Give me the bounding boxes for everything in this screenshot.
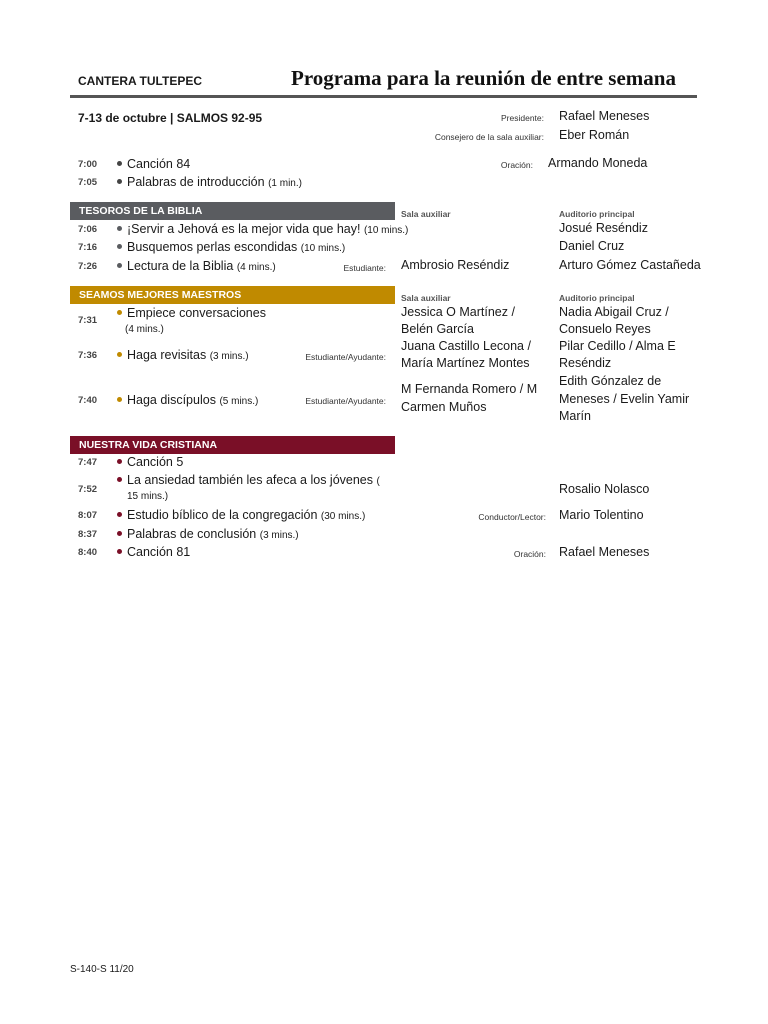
bullet-icon: [117, 161, 122, 166]
ministry-item-3-duration: (5 mins.): [219, 396, 259, 407]
week-heading: 7-13 de octubre | SALMOS 92-95: [78, 111, 263, 125]
bullet-icon: [117, 226, 122, 231]
ministry-item-2-aux-line2: María Martínez Montes: [401, 356, 530, 370]
treasures-item-2-text: Busquemos perlas escondidas: [127, 240, 298, 254]
ministry-item-2-text: Haga revisitas: [127, 348, 207, 362]
ministry-item-2-aux-line1: Juana Castillo Lecona /: [401, 339, 531, 353]
congregation-name: CANTERA TULTEPEC: [78, 74, 202, 88]
page-title: Programa para la reunión de entre semana: [291, 66, 676, 90]
opening-time-1: 7:00: [78, 159, 98, 170]
treasures-item-1-main: Josué Reséndiz: [559, 221, 648, 235]
living-time-5: 8:40: [78, 547, 98, 558]
treasures-item-1-text: ¡Servir a Jehová es la mejor vida que hay!: [127, 222, 361, 236]
living-item-2: [117, 473, 380, 487]
section-treasures-heading: TESOROS DE LA BIBLIA: [70, 202, 395, 220]
ministry-item-3-aux-line2: Carmen Muños: [401, 400, 487, 414]
ministry-item-3-role: Estudiante/Ayudante:: [305, 396, 386, 406]
opening-item-1-text: Canción 84: [127, 157, 191, 171]
president-name: Rafael Meneses: [559, 109, 650, 123]
ministry-time-3: 7:40: [78, 395, 98, 406]
treasures-item-2: [117, 240, 345, 254]
treasures-item-3: [117, 259, 276, 273]
living-item-3-main: Mario Tolentino: [559, 508, 644, 522]
living-item-3: [117, 508, 365, 522]
living-item-1-text: Canción 5: [127, 455, 184, 469]
ministry-item-2-main-line2: Reséndiz: [559, 356, 612, 370]
opening-item-2-text: Palabras de introducción: [127, 175, 265, 189]
bullet-icon: [117, 179, 122, 184]
form-code: S-140-S 11/20: [70, 964, 134, 975]
header-divider: [70, 95, 697, 98]
closing-prayer-label: Oración:: [513, 549, 546, 559]
living-item-4-duration: (3 mins.): [259, 530, 299, 541]
ministry-item-3-main-line1: Edith Gónzalez de: [559, 374, 662, 388]
living-item-2-text: La ansiedad también les afeca a los jóvenes: [127, 473, 373, 487]
living-item-2-duration-open: (: [376, 476, 380, 487]
ministry-item-1: [117, 306, 266, 320]
opening-item-2-duration: (1 min.): [268, 178, 302, 189]
bullet-icon: [117, 512, 122, 517]
treasures-item-3-text: Lectura de la Biblia: [127, 259, 234, 273]
living-item-3-text: Estudio bíblico de la congregación: [127, 508, 318, 522]
opening-prayer-label: Oración:: [500, 160, 533, 170]
treasures-time-2: 7:16: [78, 242, 98, 253]
bullet-icon: [117, 549, 122, 554]
living-item-4-text: Palabras de conclusión: [127, 527, 257, 541]
treasures-time-3: 7:26: [78, 261, 98, 272]
ministry-item-1-main-line2: Consuelo Reyes: [559, 322, 651, 336]
ministry-time-1: 7:31: [78, 315, 98, 326]
bullet-icon: [117, 459, 122, 464]
ministry-item-2-duration: (3 mins.): [209, 351, 249, 362]
section-living-heading: NUESTRA VIDA CRISTIANA: [70, 436, 395, 454]
treasures-item-2-main: Daniel Cruz: [559, 239, 625, 253]
living-time-3: 8:07: [78, 510, 98, 521]
counselor-label: Consejero de la sala auxiliar:: [434, 132, 544, 142]
bullet-icon: [117, 477, 122, 482]
counselor-name: Eber Román: [559, 128, 630, 142]
opening-time-2: 7:05: [78, 177, 98, 188]
bullet-icon: [117, 352, 122, 357]
living-item-5-text: Canción 81: [127, 545, 191, 559]
ministry-item-2: [117, 348, 249, 362]
ministry-item-3-main-line2: Meneses / Evelin Yamir: [559, 392, 690, 406]
bullet-icon: [117, 531, 122, 536]
treasures-item-2-duration: (10 mins.): [300, 243, 346, 254]
living-item-1: [117, 455, 183, 469]
ministry-main-col-head: Auditorio principal: [559, 293, 635, 303]
ministry-item-3-text: Haga discípulos: [127, 393, 216, 407]
living-time-4: 8:37: [78, 529, 98, 540]
treasures-item-3-main: Arturo Gómez Castañeda: [559, 258, 701, 272]
opening-item-2: [117, 175, 302, 189]
ministry-item-1-aux-line2: Belén García: [401, 322, 474, 336]
treasures-item-1-duration: (10 mins.): [363, 225, 409, 236]
bullet-icon: [117, 244, 122, 249]
living-time-1: 7:47: [78, 457, 98, 468]
closing-prayer-name: Rafael Meneses: [559, 545, 650, 559]
bullet-icon: [117, 310, 122, 315]
ministry-item-1-aux-line1: Jessica O Martínez /: [401, 305, 515, 319]
living-item-4: [117, 527, 299, 541]
living-item-2-duration: 15 mins.): [127, 491, 169, 502]
opening-prayer-name: Armando Moneda: [548, 156, 648, 170]
treasures-main-col-head: Auditorio principal: [559, 209, 635, 219]
ministry-item-1-main-line1: Nadia Abigail Cruz /: [559, 305, 669, 319]
living-item-5: [117, 545, 190, 559]
treasures-time-1: 7:06: [78, 224, 98, 235]
section-ministry-heading: SEAMOS MEJORES MAESTROS: [70, 286, 395, 304]
bullet-icon: [117, 397, 122, 402]
treasures-aux-col-head: Sala auxiliar: [401, 209, 451, 219]
ministry-item-3-main-line3: Marín: [559, 409, 591, 423]
ministry-item-1-duration: (4 mins.): [125, 324, 164, 335]
opening-item-1: [117, 157, 190, 171]
ministry-aux-col-head: Sala auxiliar: [401, 293, 451, 303]
living-item-3-role: Conductor/Lector:: [478, 512, 546, 522]
ministry-item-2-role: Estudiante/Ayudante:: [305, 352, 386, 362]
treasures-item-3-aux: Ambrosio Reséndiz: [401, 258, 510, 272]
ministry-item-3: [117, 393, 258, 407]
president-label: Presidente:: [501, 113, 544, 123]
treasures-item-3-duration: (4 mins.): [236, 262, 276, 273]
living-item-2-main: Rosalio Nolasco: [559, 482, 650, 496]
bullet-icon: [117, 263, 122, 268]
living-item-3-duration: (30 mins.): [320, 511, 366, 522]
treasures-item-3-role: Estudiante:: [343, 263, 386, 273]
ministry-item-3-aux-line1: M Fernanda Romero / M: [401, 382, 538, 396]
living-time-2: 7:52: [78, 484, 98, 495]
ministry-item-2-main-line1: Pilar Cedillo / Alma E: [559, 339, 676, 353]
ministry-item-1-text: Empiece conversaciones: [127, 306, 266, 320]
ministry-time-2: 7:36: [78, 350, 98, 361]
treasures-item-1: [117, 222, 408, 236]
